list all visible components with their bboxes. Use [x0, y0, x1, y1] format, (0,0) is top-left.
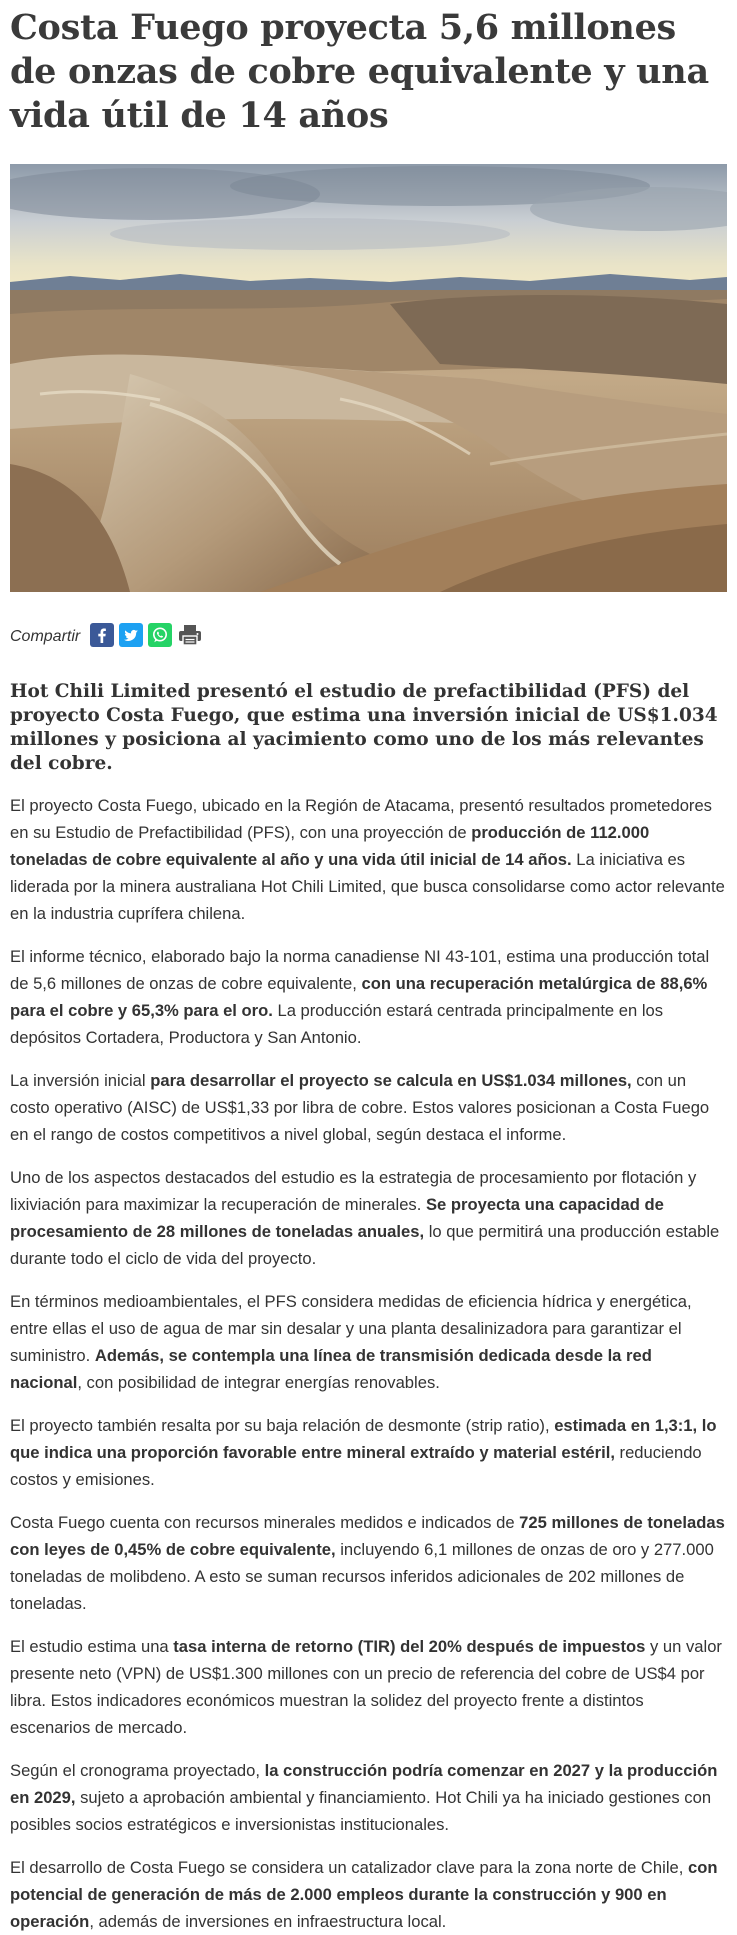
share-bar	[10, 622, 727, 652]
paragraph: En términos medioambientales, el PFS considera medidas de eficiencia hídrica y energética, entre ellas el uso de agua de mar sin desalar y una planta desalinizadora para garantizar el suministro. Además, se contempla una línea de transmisión dedicada desde la red nacional, con posibilidad de integrar energías renovables.	[10, 1292, 692, 1392]
article-body	[10, 792, 727, 1935]
facebook-icon[interactable]	[90, 623, 114, 652]
share-label: Compartir	[10, 628, 81, 645]
article-hero-image	[10, 164, 727, 592]
paragraph: El proyecto Costa Fuego, ubicado en la Región de Atacama, presentó resultados prometedores en su Estudio de Prefactibilidad (PFS), con una proyección de producción de 112.000 toneladas de cobre equivalente al año y una vida útil inicial de 14 años. La iniciativa es liderada por la minera australiana Hot Chili Limited, que busca consolidarse como actor relevante en la industria cuprífera chilena.	[10, 796, 725, 923]
twitter-icon[interactable]	[119, 623, 143, 652]
paragraph: El informe técnico, elaborado bajo la norma canadiense NI 43-101, estima una producción total de 5,6 millones de onzas de cobre equivalente, con una recuperación metalúrgica de 88,6% para el cobre y 65,3% para el oro. La producción estará centrada principalmente en los depósitos Cortadera, Productora y San Antonio.	[10, 947, 710, 1047]
paragraph: La inversión inicial para desarrollar el proyecto se calcula en US$1.034 millones, con un costo operativo (AISC) de US$1,33 por libra de cobre. Estos valores posicionan a Costa Fuego en el rango de costos competitivos a nivel global, según destaca el informe.	[10, 1071, 710, 1144]
article-title: Costa Fuego proyecta 5,6 millones de onzas de cobre equivalente y una vida útil de 14 años	[10, 7, 709, 136]
print-icon[interactable]	[177, 623, 203, 652]
whatsapp-icon[interactable]	[148, 623, 172, 652]
paragraph: El desarrollo de Costa Fuego se considera un catalizador clave para la zona norte de Chile, con potencial de generación de más de 2.000 empleos durante la construcción y 900 en operación, además de inversiones en infraestructura local.	[10, 1858, 718, 1931]
paragraph: El proyecto también resalta por su baja relación de desmonte (strip ratio), estimada en 1,3:1, lo que indica una proporción favorable entre mineral extraído y material estéril, reduciendo costos y emisiones.	[10, 1416, 717, 1489]
paragraph: El estudio estima una tasa interna de retorno (TIR) del 20% después de impuestos y un valor presente neto (VPN) de US$1.300 millones con un precio de referencia del cobre de US$4 por libra. Estos indicadores económicos muestran la solidez del proyecto frente a distintos escenarios de mercado.	[10, 1637, 722, 1737]
paragraph: Uno de los aspectos destacados del estudio es la estrategia de procesamiento por flotación y lixiviación para maximizar la recuperación de minerales. Se proyecta una capacidad de procesamiento de 28 millones de toneladas anuales, lo que permitirá una producción estable durante todo el ciclo de vida del proyecto.	[10, 1168, 720, 1268]
paragraph: Costa Fuego cuenta con recursos minerales medidos e indicados de 725 millones de toneladas con leyes de 0,45% de cobre equivalente, incluyendo 6,1 millones de onzas de oro y 277.000 toneladas de molibdeno. A esto se suman recursos inferidos adicionales de 202 millones de toneladas.	[10, 1513, 725, 1613]
article-lead: Hot Chili Limited presentó el estudio de prefactibilidad (PFS) del proyecto Costa Fuego, que estima una inversión inicial de US$1.034 millones y posiciona al yacimiento como uno de los más relevantes del cobre.	[10, 681, 718, 774]
paragraph: Según el cronograma proyectado, la construcción podría comenzar en 2027 y la producción en 2029, sujeto a aprobación ambiental y financiamiento. Hot Chili ya ha iniciado gestiones con posibles socios estratégicos e inversionistas institucionales.	[10, 1761, 718, 1834]
article	[0, 6, 737, 1935]
